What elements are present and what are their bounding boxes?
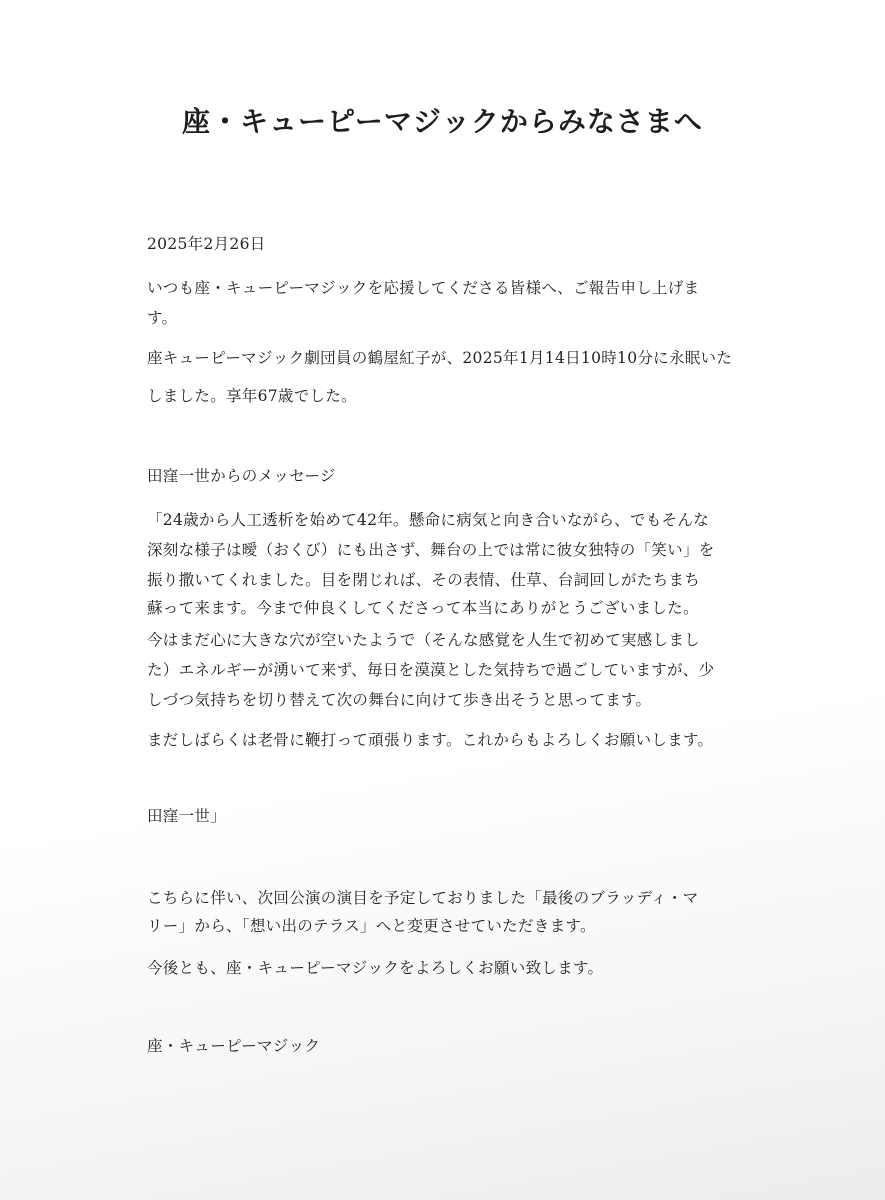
message-p3: まだしばらくは老骨に鞭打って頑張ります。これからもよろしくお願いします。 bbox=[147, 731, 714, 749]
change-line-1: こちらに伴い、次回公演の演目を予定しておりました「最後のブラッディ・マ bbox=[147, 889, 699, 907]
notice-line-1: 座キューピーマジック劇団員の鶴屋紅子が、2025年1月14日10時10分に永眠いた bbox=[147, 349, 733, 367]
message-p2-line-1: 今はまだ心に大きな穴が空いたようで（そんな感覚を人生で初めて実感しまし bbox=[147, 631, 701, 649]
intro-line-2: す。 bbox=[147, 309, 178, 327]
message-p2-line-2: た）エネルギーが湧いて来ず、毎日を漠漠とした気持ちで過ごしていますが、少 bbox=[147, 661, 715, 679]
message-p1-line-3: 振り撒いてくれました。目を閉じれば、その表情、仕草、台詞回しがたちまち bbox=[147, 571, 701, 589]
message-p2-line-3: しづつ気持ちを切り替えて次の舞台に向けて歩き出そうと思ってます。 bbox=[147, 691, 652, 709]
message-p1-line-4: 蘇って来ます。今まで仲良くしてくださって本当にありがとうございました。 bbox=[147, 599, 699, 617]
notice-line-2: しました。享年67歳でした。 bbox=[147, 387, 357, 405]
document-title: 座・キューピーマジックからみなさまへ bbox=[182, 105, 703, 138]
message-heading: 田窪一世からのメッセージ bbox=[147, 467, 336, 485]
message-p1-line-2: 深刻な様子は曖（おくび）にも出さず、舞台の上では常に彼女独特の「笑い」を bbox=[147, 541, 715, 559]
organization-signature: 座・キューピーマジック bbox=[147, 1037, 321, 1055]
message-p1-line-1: 「24歳から人工透析を始めて42年。懸命に病気と向き合いながら、でもそんな bbox=[147, 511, 710, 529]
change-line-2: リー」から、「想い出のテラス」へと変更させていただきます。 bbox=[147, 917, 596, 935]
date-line: 2025年2月26日 bbox=[147, 235, 266, 253]
closing-line: 今後とも、座・キューピーマジックをよろしくお願い致します。 bbox=[147, 959, 604, 977]
intro-line-1: いつも座・キューピーマジックを応援してくださる皆様へ、ご報告申し上げま bbox=[147, 279, 700, 297]
message-signature: 田窪一世」 bbox=[147, 807, 227, 825]
